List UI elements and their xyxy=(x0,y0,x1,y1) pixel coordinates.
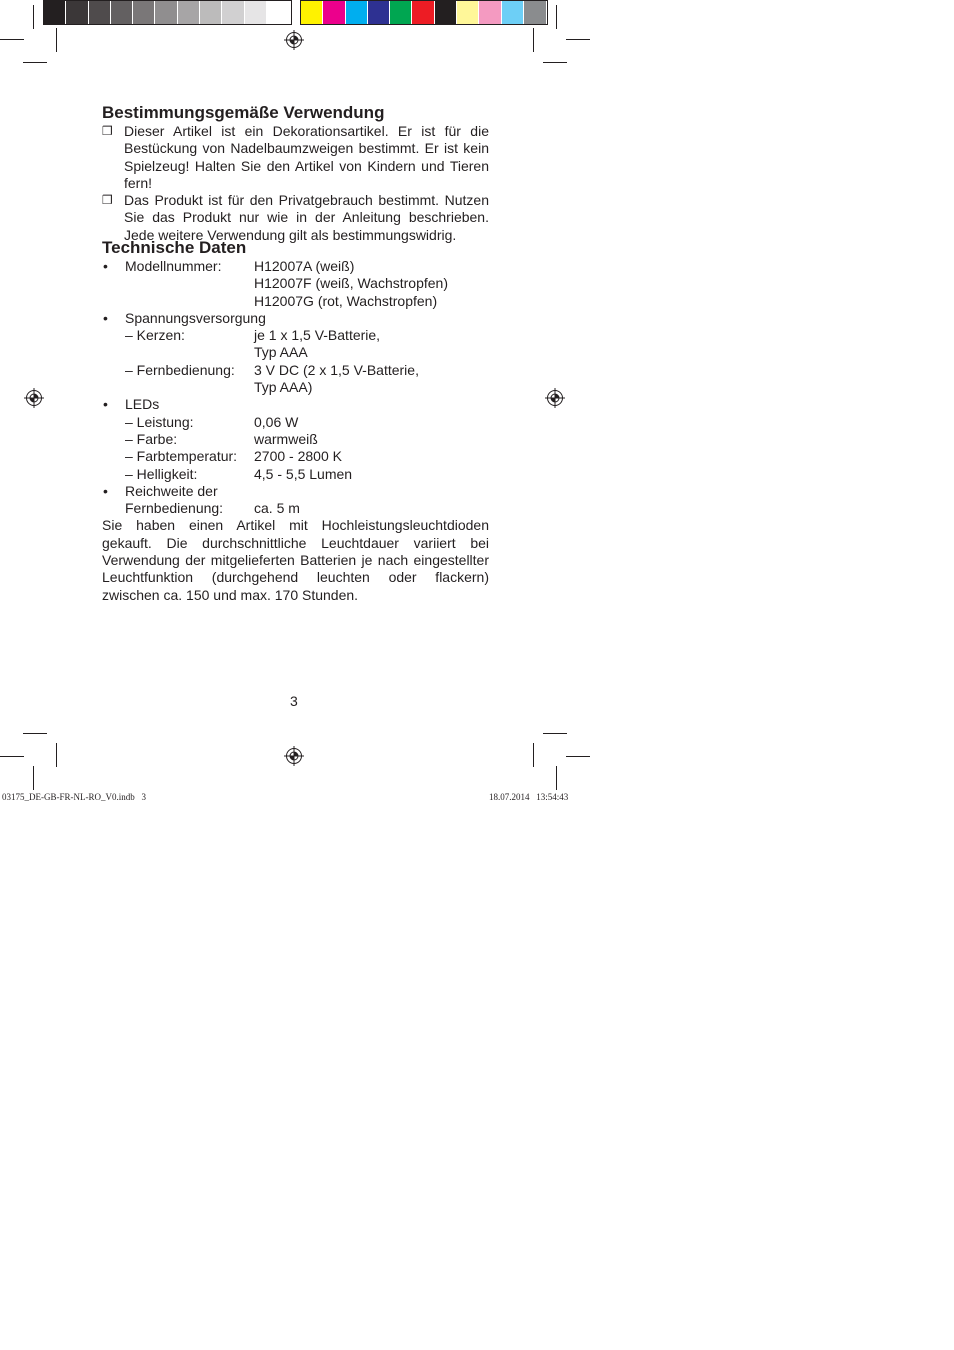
spec-label: Reichweite der xyxy=(125,482,218,499)
color-swatch xyxy=(435,1,457,24)
color-swatch xyxy=(133,1,155,24)
bullet-icon: • xyxy=(103,258,108,274)
color-swatch xyxy=(155,1,177,24)
spec-label: – Farbtemperatur: xyxy=(125,448,238,465)
section-intended-use xyxy=(102,103,489,244)
color-swatch xyxy=(457,1,479,24)
crop-mark xyxy=(556,5,557,29)
color-swatch xyxy=(89,1,111,24)
section-technical-data xyxy=(102,238,489,618)
spec-value: ca. 5 m xyxy=(254,500,300,517)
crop-mark xyxy=(566,39,590,40)
body-paragraph: Sie haben einen Artikel mit Hochleistungsleuchtdioden gekauft. Die durchschnittliche Leuchtdauer variiert bei Verwendung der mitgelieferten Batterien je nach eingestellter Leuchtfunktion (durchgehend leuchten oder flackern) zwischen ca. 150 und max. 170 Stunden. xyxy=(102,517,489,603)
slug-filename: 03175_DE-GB-FR-NL-RO_V0.indb 3 xyxy=(2,792,146,802)
list-item xyxy=(102,192,489,244)
color-swatch xyxy=(390,1,412,24)
spec-value: H12007A (weiß) xyxy=(254,258,355,274)
list-item xyxy=(102,123,489,192)
spec-item-range xyxy=(102,483,489,518)
color-swatch xyxy=(323,1,345,24)
spec-label: – Helligkeit: xyxy=(125,465,198,482)
color-swatch xyxy=(267,1,289,24)
registration-mark-icon xyxy=(24,388,44,408)
grayscale-colorbar xyxy=(43,0,292,25)
color-swatch xyxy=(200,1,222,24)
spec-label: – Farbe: xyxy=(125,430,178,447)
spec-value: H12007G (rot, Wachstropfen) xyxy=(254,292,438,309)
crop-mark xyxy=(533,743,534,767)
crop-mark xyxy=(543,62,567,63)
crop-mark xyxy=(0,756,24,757)
spec-label: – Fernbedienung: xyxy=(125,361,235,378)
spec-label: Fernbedienung: xyxy=(125,500,224,517)
list-item-text: Das Produkt ist für den Privatgebrauch bestimmt. Nutzen Sie das Produkt nur wie in der Anleitung beschrieben. Jede weitere Verwendung gilt als bestimmungswidrig. xyxy=(124,192,489,243)
crop-mark xyxy=(33,766,34,790)
section-heading: Technische Daten xyxy=(102,238,247,257)
spec-value: warmweiß xyxy=(254,430,318,447)
registration-mark-icon xyxy=(545,388,565,408)
color-swatch xyxy=(524,1,546,24)
crop-mark xyxy=(56,743,57,767)
spec-label: Spannungsversorgung xyxy=(125,309,266,326)
spec-value: 3 V DC (2 x 1,5 V-Batterie, xyxy=(254,361,419,378)
color-swatch xyxy=(111,1,133,24)
checkbox-bullet-icon: ❒ xyxy=(102,193,113,208)
slug-timestamp: 18.07.2014 13:54:43 xyxy=(489,792,569,802)
page-number: 3 xyxy=(290,693,298,709)
color-swatch xyxy=(368,1,390,24)
crop-mark xyxy=(23,733,47,734)
spec-label: Modellnummer: xyxy=(125,258,222,274)
color-swatch xyxy=(301,1,323,24)
bullet-icon: • xyxy=(103,309,108,326)
color-swatch xyxy=(66,1,88,24)
color-swatch xyxy=(479,1,501,24)
color-swatch xyxy=(502,1,524,24)
checkbox-bullet-icon: ❒ xyxy=(102,124,113,138)
color-swatch xyxy=(412,1,434,24)
spec-value: H12007F (weiß, Wachstropfen) xyxy=(254,275,448,292)
spec-item-model xyxy=(102,258,489,310)
crop-mark xyxy=(23,62,47,63)
crop-mark xyxy=(0,39,24,40)
section-heading: Bestimmungsgemäße Verwendung xyxy=(102,103,385,122)
spec-value: 0,06 W xyxy=(254,413,299,430)
registration-mark-icon xyxy=(284,746,304,766)
spec-item-power xyxy=(102,310,489,396)
crop-mark xyxy=(56,28,57,52)
color-swatch xyxy=(222,1,244,24)
spec-value: Typ AAA xyxy=(254,344,308,361)
color-swatch xyxy=(245,1,267,24)
spec-value: 4,5 - 5,5 Lumen xyxy=(254,465,353,482)
crop-mark xyxy=(556,766,557,790)
spec-label: – Leistung: xyxy=(125,413,194,430)
color-swatch xyxy=(44,1,66,24)
cmyk-colorbar xyxy=(300,0,548,25)
spec-label: – Kerzen: xyxy=(125,327,185,344)
crop-mark xyxy=(533,28,534,52)
spec-label: LEDs xyxy=(125,396,160,413)
color-swatch xyxy=(346,1,368,24)
color-swatch xyxy=(178,1,200,24)
list-item-text: Dieser Artikel ist ein Dekorationsartikel. Er ist für die Bestückung von Nadelbaumzweigen bestimmt. Er ist kein Spielzeug! Halten Sie den Artikel von Kindern und Tieren fern! xyxy=(124,123,489,191)
crop-mark xyxy=(566,756,590,757)
spec-value: je 1 x 1,5 V-Batterie, xyxy=(254,327,381,344)
spec-item-leds xyxy=(102,396,489,482)
registration-mark-icon xyxy=(284,30,304,50)
crop-mark xyxy=(543,733,567,734)
spec-value: Typ AAA) xyxy=(254,379,313,396)
bullet-icon: • xyxy=(103,396,108,413)
bullet-icon: • xyxy=(103,482,108,499)
spec-value: 2700 - 2800 K xyxy=(254,448,342,465)
crop-mark xyxy=(33,5,34,29)
